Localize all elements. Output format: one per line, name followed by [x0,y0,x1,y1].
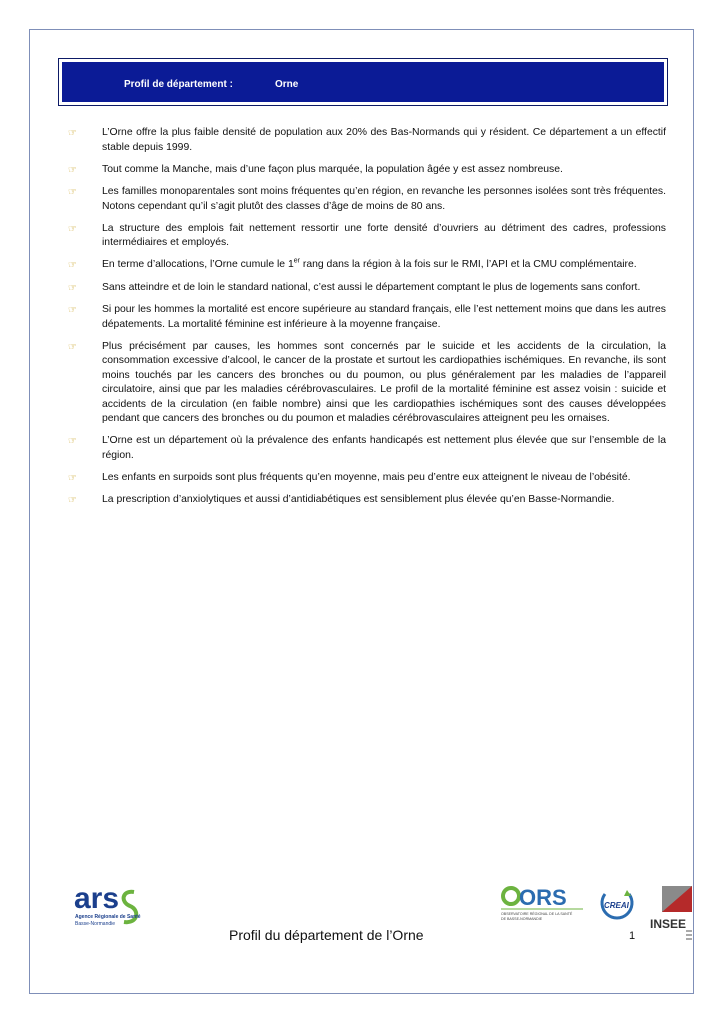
ors-logo-circle [503,888,519,904]
bullet-text [102,258,666,273]
header-banner [58,58,668,106]
ors-logo [497,884,587,922]
ars-logo-word: ars [74,882,120,915]
ors-logo-line2: DE BASSE-NORMANDIE [501,917,543,921]
list-item [68,493,666,508]
list-item [68,126,666,155]
creai-logo-arrow [624,890,631,896]
pointing-hand-icon: ☞ [68,187,77,198]
list-item [68,185,666,214]
list-item [68,163,666,178]
superscript: er [293,257,300,265]
list-item [68,434,666,463]
creai-logo [597,884,637,924]
page-number: 1 [629,930,636,942]
pointing-hand-icon: ☞ [68,305,77,316]
bullet-text-part: rang dans la région à la fois sur le RMI, l’API et la CMU complémentaire. [299,259,637,270]
bullet-text: La prescription d’anxiolytiques et aussi d’antidiabétiques est sensiblement plus élevée qu’en Basse-Normandie. [102,494,615,505]
bullet-list [68,126,666,516]
list-item [68,222,666,251]
header-value: Orne [275,79,299,90]
bullet-text: Tout comme la Manche, mais d’une façon plus marquée, la population âgée y est assez nombreuse. [102,163,563,175]
pointing-hand-icon: ☞ [68,223,77,235]
bullet-text: La structure des emplois fait nettement ressortir une forte densité d’ouvriers au détriment des cadres, professions intermédiaires et employés. [102,222,666,248]
insee-logo [648,886,694,944]
bullet-text: Sans atteindre et de loin le standard national, c’est aussi le département comptant le plus de logements sans confort. [102,281,641,293]
list-item [68,303,666,332]
pointing-hand-icon: ☞ [68,164,77,176]
bullet-text-part: En terme d’allocations, l’Orne cumule le 1 [102,259,294,270]
list-item [68,281,666,296]
bullet-text: Les familles monoparentales sont moins fréquentes qu’en région, en revanche les personnes isolées sont très fréquentes. Notons cependant qu’il s’agit plutôt des classes d’âge de moins de 80 ans. [102,186,666,212]
ars-logo-line2: Basse-Normandie [75,921,116,927]
header-label: Profil de département : [124,79,233,90]
pointing-hand-icon: ☞ [68,341,77,353]
pointing-hand-icon: ☞ [68,282,77,294]
footer-title: Profil du département de l’Orne [229,927,424,943]
bullet-text: Plus précisément par causes, les hommes sont concernés par le suicide et les accidents de la circulation, la consommation excessive d’alcool, le cancer de la prostate et surtout les cardiopathies ischémiques. En revanche, ils sont moins touchés par les cancers des bronches ou du poumon, ou plus généralement par les maladies de l’appareil circulatoire, ainsi que par les maladies cérébrovasculaires. Le profil de la mortalité féminine est assez voisin : suicide et accidents de la circulation (en faible nombre) ainsi que les cardiopathies ischémiques sont des causes développées pendant que cancers des bronches ou du poumon et maladies cérébrovasculaires atteignent peu les ornaises. [102,340,666,424]
pointing-hand-icon: ☞ [68,128,77,139]
pointing-hand-icon: ☞ [68,472,77,484]
list-item [68,471,666,486]
pointing-hand-icon: ☞ [68,495,77,506]
insee-logo-word: INSEE [650,917,687,931]
list-item [68,340,666,427]
bullet-text: L’Orne offre la plus faible densité de population aux 20% des Bas-Normands qui y résident. Ce département a un effectif stable depuis 1999. [102,127,666,153]
header-banner-fill [62,62,664,102]
ars-logo-line1: Agence Régionale de Santé [75,914,141,920]
bullet-text: Les enfants en surpoids sont plus fréquents qu’en moyenne, mais peu d’entre eux atteignent le niveau de l’obésité. [102,471,631,483]
ors-logo-word: ORS [519,885,567,910]
ors-logo-line1: OBSERVATOIRE RÉGIONAL DE LA SANTÉ [501,912,573,916]
creai-logo-word: CREAI [604,901,629,910]
bullet-text: Si pour les hommes la mortalité est encore supérieure au standard français, elle l’est nettement moins que dans les autres dépatements. La mortalité féminine est inférieure à la moyenne française. [102,304,666,330]
pointing-hand-icon: ☞ [68,436,77,447]
bullet-text: L’Orne est un département où la prévalence des enfants handicapés est nettement plus élevée que sur l’ensemble de la région. [102,435,666,461]
list-item [68,258,666,273]
ars-logo [74,880,150,932]
pointing-hand-icon: ☞ [68,260,77,271]
